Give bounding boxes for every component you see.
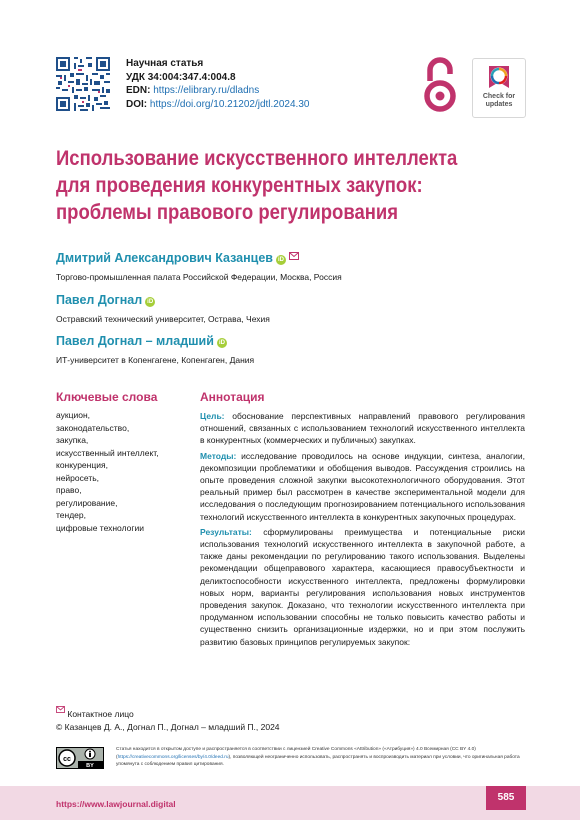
author-name: Павел Догнал	[56, 293, 143, 307]
doi-label: DOI:	[126, 98, 148, 110]
keyword-item: тендер,	[56, 510, 86, 520]
keyword-item: законодательство,	[56, 422, 130, 433]
orcid-icon[interactable]: iD	[218, 340, 225, 346]
author-2-affiliation: Остравский технический университет, Острава, Чехия	[56, 314, 270, 324]
author-1-affiliation: Торгово-промышленная палата Российской Федерации, Москва, Россия	[56, 272, 342, 282]
cc-by-icon	[56, 747, 104, 769]
qr-code-icon	[56, 57, 110, 111]
check-updates-line1: Check for	[482, 93, 516, 100]
author-3-affiliation: ИТ-университет в Копенгагене, Копенгаген, Дания	[56, 355, 255, 365]
envelope-icon	[56, 706, 65, 713]
edn-label: EDN:	[126, 85, 151, 96]
keyword-item: регулирование,	[56, 497, 118, 508]
envelope-icon[interactable]	[289, 252, 299, 260]
keyword-item: закупка,	[56, 435, 89, 445]
check-for-updates-icon	[486, 63, 512, 91]
keyword-item: право,	[56, 485, 82, 495]
keywords-heading: Ключевые слова	[56, 390, 158, 404]
keyword-item: искусственный интеллект,	[56, 447, 159, 458]
title-line-3: проблемы правового регулирования	[56, 200, 399, 224]
results-text: сформулированы преимущества и потенциальные риски использования технологий искусственного интеллекта в закупочной работе, а также даны рекомендации по регулированию такого использования. Выделены рекомендации общеправового характера, касающиеся правосубъектности и деликтоспособности искусственного интеллекта, предложены формулировки новых норм, варианты регулирования использования новых инструментов проведения закупок. Доказано, что технологии искусственного интеллекта при продуманном использовании способны не только повысить качество работы и существенно снизить организационные издержки, но и при этом послужить развитию базовых принципов регулируемых закупок:	[200, 526, 525, 647]
license-text-after: ), позволяющей неограниченно использовать, распространять и воспроизводить материал при условии, что оригинальная работа упомянута с соблюдением правил цитирования.	[116, 754, 520, 767]
keyword-item: нейросеть,	[56, 472, 100, 483]
methods-text: исследование проводилось на основе индукции, синтеза, аналогии, декомпозиции проблематики и обобщения выводов. Рассуждения строились на опыте проведения сложной закупки высокотехнологичного оборудования. Этот реальный пример был рассмотрен в качестве экспериментальной модели для исследования о последующим прогнозированием потенциального использования технологий искусственного интеллекта в конкурентных закупочных процедурах.	[200, 450, 525, 522]
goal-label: Цель:	[200, 411, 225, 421]
journal-url[interactable]: https://www.lawjournal.digital	[56, 799, 176, 809]
article-metadata	[126, 57, 309, 111]
keywords-list	[56, 409, 159, 534]
author-2	[56, 293, 155, 307]
check-updates-line2: updates	[485, 101, 513, 108]
contact-label: Контактное лицо	[67, 709, 134, 719]
check-for-updates-badge[interactable]	[472, 58, 526, 118]
keyword-item: цифровые технологии	[56, 522, 144, 533]
open-access-icon	[420, 55, 460, 115]
page-number: 585	[486, 786, 526, 810]
author-name: Павел Догнал – младший	[56, 334, 214, 348]
results-label: Результаты:	[200, 526, 252, 537]
author-1	[56, 251, 299, 265]
contact-note	[56, 706, 134, 719]
abstract-heading: Аннотация	[200, 390, 265, 404]
title-line-1: Использование искусственного интеллекта	[56, 146, 458, 170]
methods-label: Методы:	[200, 450, 237, 461]
article-type: Научная статья	[126, 58, 204, 69]
license-link[interactable]: https://creativecommons.org/licenses/by/4.0/deed.ru	[117, 754, 229, 760]
abstract-results	[200, 526, 525, 648]
orcid-icon[interactable]: iD	[147, 299, 154, 305]
abstract-goal	[200, 410, 525, 447]
copyright: © Казанцев Д. А., Догнал П., Догнал – младший П., 2024	[56, 722, 280, 732]
doi-link[interactable]: https://doi.org/10.21202/jdtl.2024.30	[149, 98, 310, 110]
svg-text:BY: BY	[86, 762, 94, 769]
goal-text: обоснование перспективных направлений правового регулирования отношений, связанных с использованием технологий искусственного интеллекта в конкурентных (коммерческих и публичных) закупках.	[200, 411, 525, 446]
edn-link[interactable]: https://elibrary.ru/dladns	[153, 85, 260, 96]
keyword-item: конкуренция,	[56, 460, 108, 470]
title-line-2: для проведения конкурентных закупок:	[56, 173, 423, 197]
license-text-before: Статья находится в открытом доступе и распространяется в соответствии с лицензией Creative Commons «Attribution» («Атрибуция») 4.0 Всемирная (CC BY 4.0) (	[116, 747, 476, 760]
abstract-body	[200, 410, 525, 651]
svg-text:cc: cc	[63, 756, 71, 763]
page-footer	[0, 786, 580, 820]
udc-code: УДК 34:004:347.4:004.8	[126, 71, 236, 83]
abstract-methods	[200, 450, 525, 523]
author-name: Дмитрий Александрович Казанцев	[56, 251, 273, 265]
license-notice	[116, 746, 526, 769]
author-3	[56, 334, 227, 348]
orcid-icon[interactable]: iD	[277, 257, 284, 263]
article-title	[56, 145, 460, 226]
keyword-item: аукцион,	[56, 410, 90, 420]
